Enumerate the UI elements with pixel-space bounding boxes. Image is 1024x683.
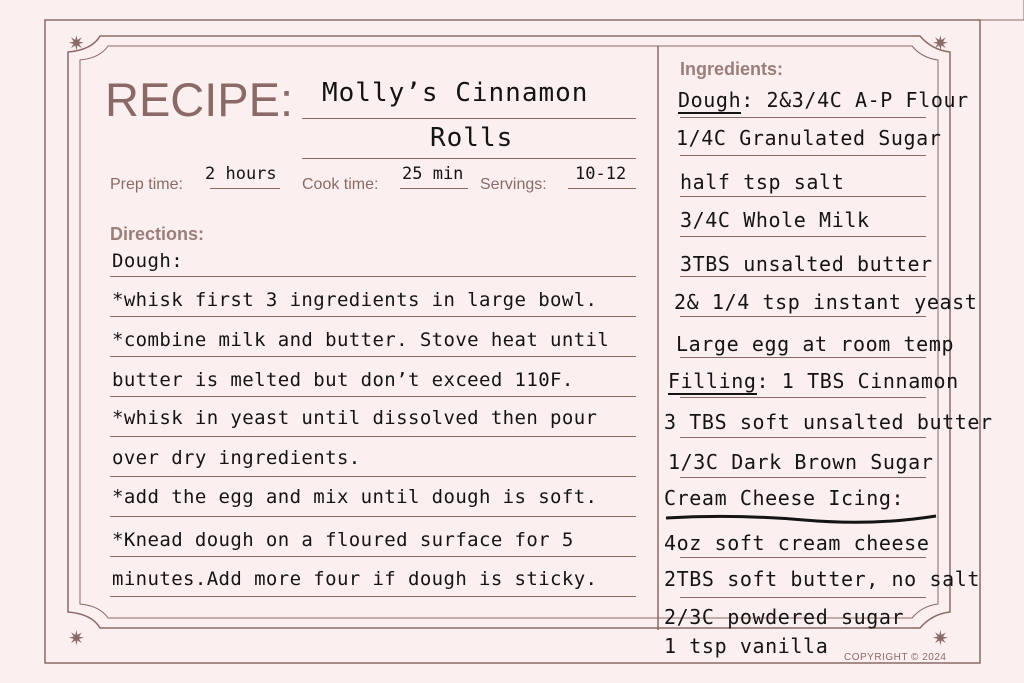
ingredients-label: Ingredients:: [680, 59, 784, 79]
dough-heading: Dough: [678, 88, 742, 112]
ingredient-line-dough: [678, 88, 969, 112]
servings-rule: [568, 188, 636, 189]
recipe-title-line-2: Rolls: [430, 123, 514, 153]
direction-line: butter is melted but don’t exceed 110F.: [112, 369, 574, 391]
ingredient-rule: [680, 117, 926, 118]
ingredient-rule: [680, 276, 926, 277]
ingredient-line: 1 tsp vanilla: [664, 634, 829, 658]
corner-star-icon: ✷: [68, 31, 85, 55]
direction-rule: [110, 516, 636, 517]
direction-rule: [110, 316, 636, 317]
ingredient-rule: [680, 357, 926, 358]
ingredient-line: 1/3C Dark Brown Sugar: [668, 450, 934, 474]
ingredient-line: 3 TBS soft unsalted butter: [664, 410, 993, 434]
prep-time-value: 2 hours: [205, 164, 277, 184]
ingredient-line-filling: [668, 369, 959, 393]
direction-line: *whisk first 3 ingredients in large bowl.: [112, 289, 598, 311]
cook-time-rule: [400, 188, 468, 189]
recipe-label: RECIPE:: [105, 73, 294, 126]
cook-time-value: 25 min: [402, 164, 464, 184]
ingredient-line: 2/3C powdered sugar: [664, 605, 905, 629]
cook-time-label: Cook time:: [302, 176, 379, 193]
ingredient-line: 2& 1/4 tsp instant yeast: [674, 290, 978, 314]
ingredient-line: 4oz soft cream cheese: [664, 531, 930, 555]
title-rule-2: [302, 158, 636, 159]
ingredient-rule: [680, 597, 926, 598]
direction-rule: [110, 596, 636, 597]
filling-first-item: : 1 TBS Cinnamon: [756, 369, 959, 393]
direction-rule: [110, 556, 636, 557]
icing-underline: [664, 510, 940, 524]
ingredient-line: Large egg at room temp: [676, 332, 955, 356]
ingredient-rule: [680, 196, 926, 197]
ingredient-line: half tsp salt: [680, 170, 845, 194]
directions-label: Directions:: [110, 224, 205, 244]
ingredient-line: 3TBS unsalted butter: [680, 252, 933, 276]
direction-rule: [110, 476, 636, 477]
icing-heading: Cream Cheese Icing:: [664, 486, 905, 510]
direction-rule: [110, 356, 636, 357]
prep-time-rule: [210, 188, 280, 189]
servings-value: 10-12: [575, 164, 627, 184]
ingredient-rule: [680, 316, 926, 317]
ingredient-rule: [680, 236, 926, 237]
title-rule-1: [302, 118, 636, 119]
dough-first-item: : 2&3/4C A-P Flour: [741, 88, 969, 112]
direction-line: over dry ingredients.: [112, 447, 361, 469]
ingredient-rule: [680, 397, 926, 398]
corner-star-icon: ✷: [68, 626, 85, 650]
recipe-title-line-1: Molly’s Cinnamon: [322, 78, 589, 108]
direction-line: Dough:: [112, 250, 184, 272]
filling-heading: Filling: [668, 369, 757, 393]
direction-line: minutes.Add more four if dough is sticky.: [112, 568, 598, 590]
ingredient-line: 1/4C Granulated Sugar: [676, 126, 942, 150]
ingredient-rule: [680, 557, 926, 558]
direction-line: *whisk in yeast until dissolved then pour: [112, 407, 598, 429]
direction-line: *add the egg and mix until dough is soft.: [112, 486, 598, 508]
copyright-notice: COPYRIGHT © 2024: [844, 652, 947, 663]
ingredient-rule: [680, 155, 926, 156]
direction-rule: [110, 276, 636, 277]
corner-star-icon: ✷: [932, 31, 949, 55]
direction-line: *Knead dough on a floured surface for 5: [112, 529, 574, 551]
prep-time-label: Prep time:: [110, 176, 183, 193]
ingredient-line: 2TBS soft butter, no salt: [664, 567, 981, 591]
direction-rule: [110, 436, 636, 437]
direction-rule: [110, 396, 636, 397]
ingredient-line: 3/4C Whole Milk: [680, 208, 870, 232]
servings-label: Servings:: [480, 176, 547, 193]
ingredient-rule: [680, 477, 926, 478]
ingredient-rule: [680, 437, 926, 438]
corner-star-icon: ✷: [932, 626, 949, 650]
direction-line: *combine milk and butter. Stove heat until: [112, 329, 610, 351]
